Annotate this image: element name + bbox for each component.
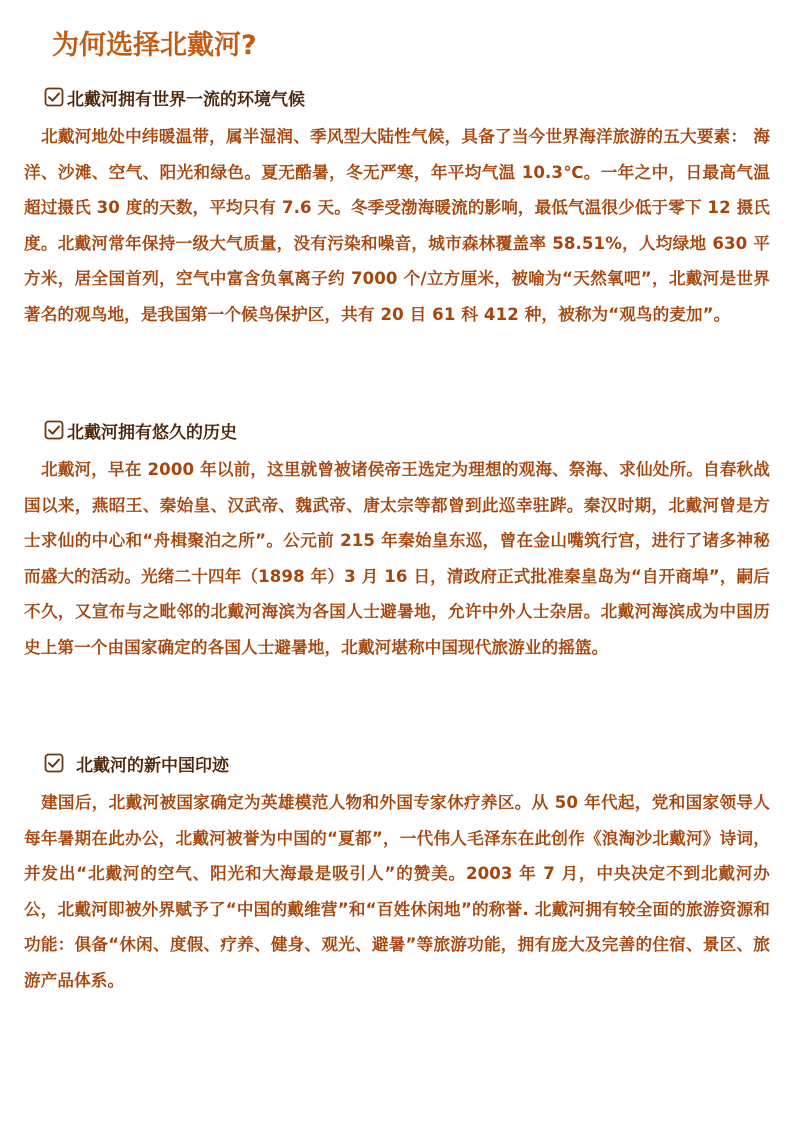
checkbox-checked-icon: [44, 87, 64, 107]
checkbox-checked-icon: [44, 753, 64, 773]
section-heading-new-china: [44, 750, 229, 776]
section-heading-label: 北戴河的新中国印迹: [76, 755, 229, 776]
section-heading-climate: [44, 84, 305, 110]
section-heading-label: 北戴河拥有世界一流的环境气候: [67, 89, 305, 110]
section-body-new-china: 建国后，北戴河被国家确定为英雄模范人物和外国专家休疗养区。从 50 年代起，党和国家领导人每年暑期在此办公，北戴河被誉为中国的“夏都”，一代伟人毛泽东在此创作《浪淘沙北戴河》诗词，并发出“北戴河的空气、阳光和大海最是吸引人”的赞美。2003 年 7 月，中央决定不到北戴河办公，北戴河即被外界赋予了“中国的戴维营”和“百姓休闲地”的称誉. 北戴河拥有较全面的旅游资源和功能：俱备“休闲、度假、疗养、健身、观光、避暑”等旅游功能，拥有庞大及完善的住宿、景区、旅游产品体系。: [24, 793, 770, 990]
section-body-history: 北戴河，早在 2000 年以前，这里就曾被诸侯帝王选定为理想的观海、祭海、求仙处所。自春秋战国以来，燕昭王、秦始皇、汉武帝、魏武帝、唐太宗等都曾到此巡幸驻跸。秦汉时期，北戴河曾是方士求仙的中心和“舟楫聚泊之所”。公元前 215 年秦始皇东巡，曾在金山嘴筑行宫，进行了诸多神秘而盛大的活动。光绪二十四年（1898 年）3 月 16 日，清政府正式批准秦皇岛为“自开商埠”，嗣后不久，又宣布与之毗邻的北戴河海滨为各国人士避暑地，允许中外人士杂居。北戴河海滨成为中国历史上第一个由国家确定的各国人士避暑地，北戴河堪称中国现代旅游业的摇篮。: [24, 460, 770, 657]
section-heading-history: [44, 417, 237, 443]
section-body-climate: 北戴河地处中纬暖温带，属半湿润、季风型大陆性气候，具备了当今世界海洋旅游的五大要素： 海洋、沙滩、空气、阳光和绿色。夏无酷暑，冬无严寒，年平均气温 10.3℃。一年之中，日最高气温超过摄氏 30 度的天数，平均只有 7.6 天。冬季受渤海暖流的影响，最低气温很少低于零下 12 摄氏度。北戴河常年保持一级大气质量，没有污染和噪音，城市森林覆盖率 58.51%，人均绿地 630 平方米，居全国首列，空气中富含负氧离子约 7000 个/立方厘米，被喻为“天然氧吧”，北戴河是世界著名的观鸟地，是我国第一个候鸟保护区，共有 20 目 61 科 412 种，被称为“观鸟的麦加”。: [24, 127, 770, 324]
section-heading-label: 北戴河拥有悠久的历史: [67, 422, 237, 443]
page-title: 为何选择北戴河?: [52, 30, 257, 61]
checkbox-checked-icon: [44, 420, 64, 440]
